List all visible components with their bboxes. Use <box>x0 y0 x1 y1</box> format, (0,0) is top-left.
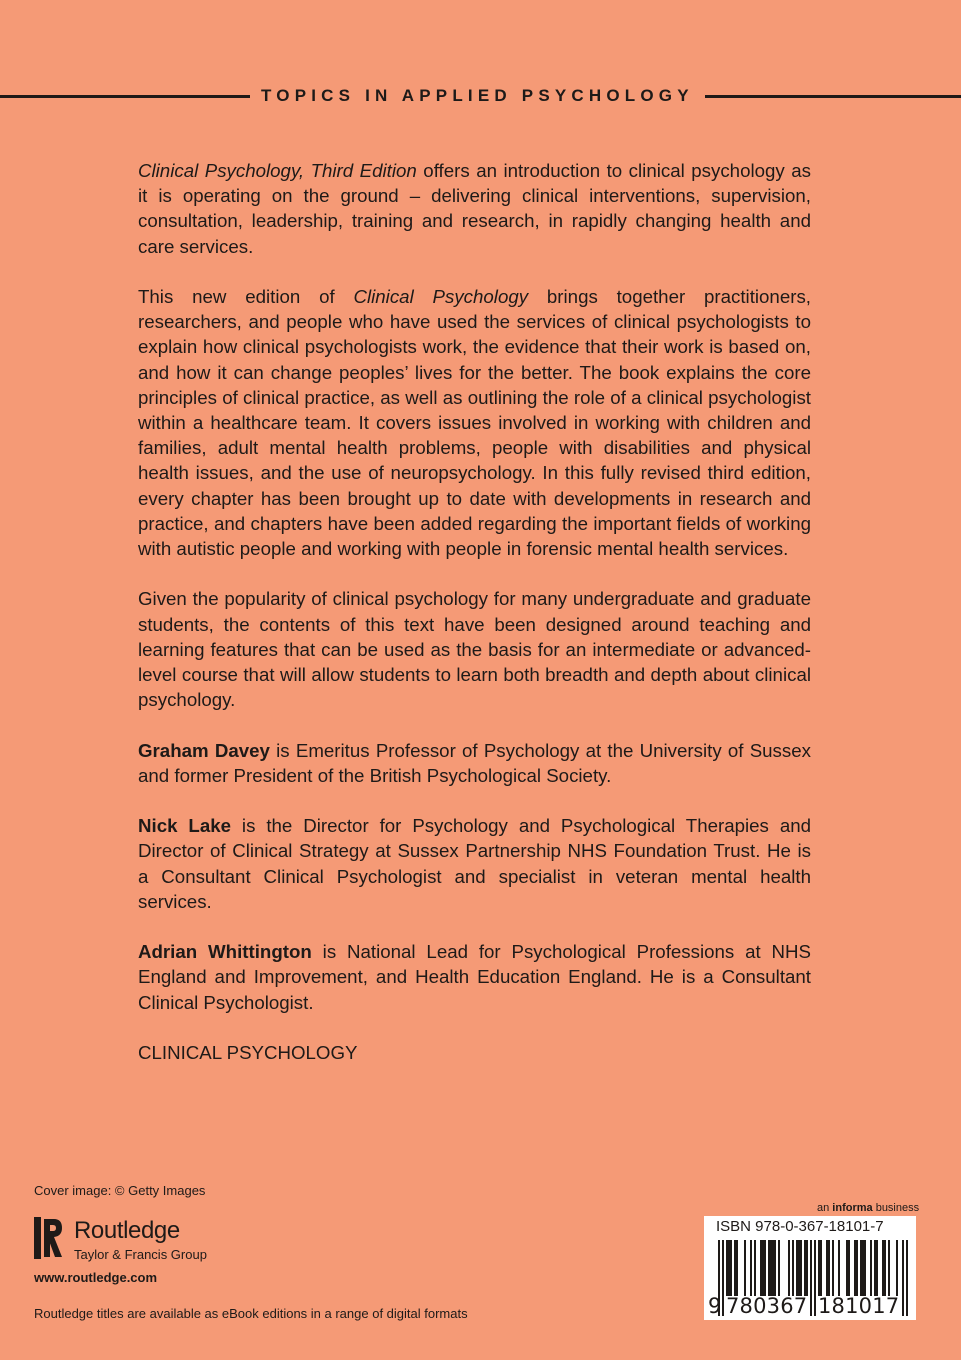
barcode-bar <box>772 1240 774 1296</box>
intro-book-title: Clinical Psychology, Third Edition <box>138 160 417 181</box>
barcode-bar <box>778 1240 780 1296</box>
informa-business-line <box>817 1202 919 1214</box>
cover-image-credit: Cover image: © Getty Images <box>34 1183 206 1198</box>
barcode-bar <box>870 1240 872 1296</box>
barcode-bar <box>744 1240 746 1296</box>
description-after: brings together practitioners, researchers, and people who have used the services of clinical psychologists to explain how clinical psychologists work, the evidence that their work is based on, and how it can change peoples’ lives for the better. The book explains the core principles of clinical practice, as well as outlining the role of a clinical psychologist within a healthcare team. It covers issues involved in working with children and families, adult mental health problems, people with disabilities and physical health issues, and the use of neuropsychology. In this fully revised third edition, every chapter has been brought up to date with developments in research and practice, and chapters have been added regarding the important fields of working with autistic people and working with people in forensic mental health services. <box>138 286 811 560</box>
author-name: Nick Lake <box>138 815 231 837</box>
barcode-bar <box>728 1240 730 1296</box>
barcode-bar <box>874 1240 876 1296</box>
barcode-bar <box>726 1240 728 1296</box>
barcode-bar <box>774 1240 776 1296</box>
barcode-bar <box>832 1240 834 1296</box>
audience-paragraph: Given the popularity of clinical psychology for many undergraduate and graduate students, the contents of this text have been designed around teaching and learning features that can be used as the basis for an intermediate or advanced-level course that will allow students to learn both breadth and depth about clinical psychology. <box>138 588 811 711</box>
barcode-bar <box>860 1240 862 1296</box>
barcode-bar <box>768 1240 770 1296</box>
barcode-bar <box>804 1240 806 1296</box>
barcode-bar <box>736 1240 738 1296</box>
barcode-bar <box>796 1240 798 1296</box>
series-rule-right <box>705 95 961 98</box>
barcode-bar <box>760 1240 762 1296</box>
barcode-bar <box>862 1240 864 1296</box>
intro-paragraph <box>138 158 811 259</box>
description-book-title: Clinical Psychology <box>353 286 529 307</box>
publisher-name: Routledge <box>74 1217 180 1244</box>
barcode-bar <box>750 1240 752 1296</box>
barcode-bar <box>798 1240 800 1296</box>
barcode-lead-digit: 9 <box>708 1294 722 1318</box>
barcode-bar <box>820 1240 822 1296</box>
author-name: Adrian Whittington <box>138 941 312 963</box>
barcode-bar <box>800 1240 802 1296</box>
series-rule-left <box>0 95 250 98</box>
barcode-bar <box>888 1240 890 1296</box>
author-name: Graham Davey <box>138 739 270 761</box>
barcode-bar <box>854 1240 856 1296</box>
routledge-logo-icon <box>34 1217 64 1259</box>
series-title: TOPICS IN APPLIED PSYCHOLOGY <box>261 86 694 105</box>
barcode-guard-bar <box>722 1240 724 1316</box>
barcode-bar <box>734 1240 736 1296</box>
isbn-barcode <box>704 1216 916 1320</box>
barcode-bar <box>806 1240 808 1296</box>
author-bio-text: is Emeritus Professor of Psychology at the University of Sussex and former President of the British Psychological Society. <box>138 739 811 786</box>
barcode-bar <box>864 1240 866 1296</box>
publisher-logo <box>34 1215 274 1265</box>
series-header <box>0 84 961 110</box>
barcode-bar <box>754 1240 756 1296</box>
barcode-bar <box>788 1240 790 1296</box>
barcode-bar <box>856 1240 858 1296</box>
barcode-bar <box>846 1240 848 1296</box>
barcode-bar <box>884 1240 886 1296</box>
barcode-bar <box>826 1240 828 1296</box>
publisher-group: Taylor & Francis Group <box>74 1247 207 1262</box>
barcode-bar <box>896 1240 898 1296</box>
author-bio-davey <box>138 738 811 788</box>
barcode-bar <box>730 1240 732 1296</box>
author-bio-text: is National Lead for Psychological Professions at NHS England and Improvement, and Health Education England. He is a Consultant Clinical Psychologist. <box>138 941 811 1013</box>
barcode-guard-bar <box>810 1240 812 1316</box>
barcode-right-digits: 181017 <box>818 1294 900 1318</box>
description-paragraph <box>138 284 811 561</box>
barcode-bar <box>848 1240 850 1296</box>
author-bio-whittington <box>138 939 811 1015</box>
intro-text: offers an introduction to clinical psychology as it is operating on the ground – delivering clinical interventions, supervision, consultation, leadership, training and research, in rapidly changing health and care services. <box>138 160 811 257</box>
barcode-bar <box>828 1240 830 1296</box>
barcode-bar <box>792 1240 794 1296</box>
informa-brand: informa <box>832 1202 873 1214</box>
barcode-bar <box>762 1240 764 1296</box>
author-bio-text: is the Director for Psychology and Psychological Therapies and Director of Clinical Strategy at Sussex Partnership NHS Foundation Trust. He is a Consultant Clinical Psychologist and specialist in veteran mental health services. <box>138 815 811 912</box>
ebook-note: Routledge titles are available as eBook editions in a range of digital formats <box>34 1306 468 1321</box>
informa-suffix: business <box>872 1202 920 1214</box>
isbn-number: ISBN 978-0-367-18101-7 <box>716 1218 884 1235</box>
informa-prefix: an <box>817 1202 833 1214</box>
author-bio-lake <box>138 813 811 914</box>
barcode-bar <box>764 1240 766 1296</box>
barcode-left-digits: 780367 <box>726 1294 808 1318</box>
back-cover-blurb <box>138 158 811 1065</box>
subject-category: CLINICAL PSYCHOLOGY <box>138 1042 358 1064</box>
description-before: This new edition of <box>138 286 354 307</box>
barcode-bar <box>818 1240 820 1296</box>
barcode-guard-bar <box>906 1240 908 1316</box>
barcode-bar <box>882 1240 884 1296</box>
barcode-bar <box>838 1240 840 1296</box>
barcode-guard-bar <box>814 1240 816 1316</box>
publisher-website[interactable]: www.routledge.com <box>34 1270 158 1285</box>
barcode-bar <box>770 1240 772 1296</box>
barcode-bar <box>876 1240 878 1296</box>
barcode-guard-bar <box>902 1240 904 1316</box>
